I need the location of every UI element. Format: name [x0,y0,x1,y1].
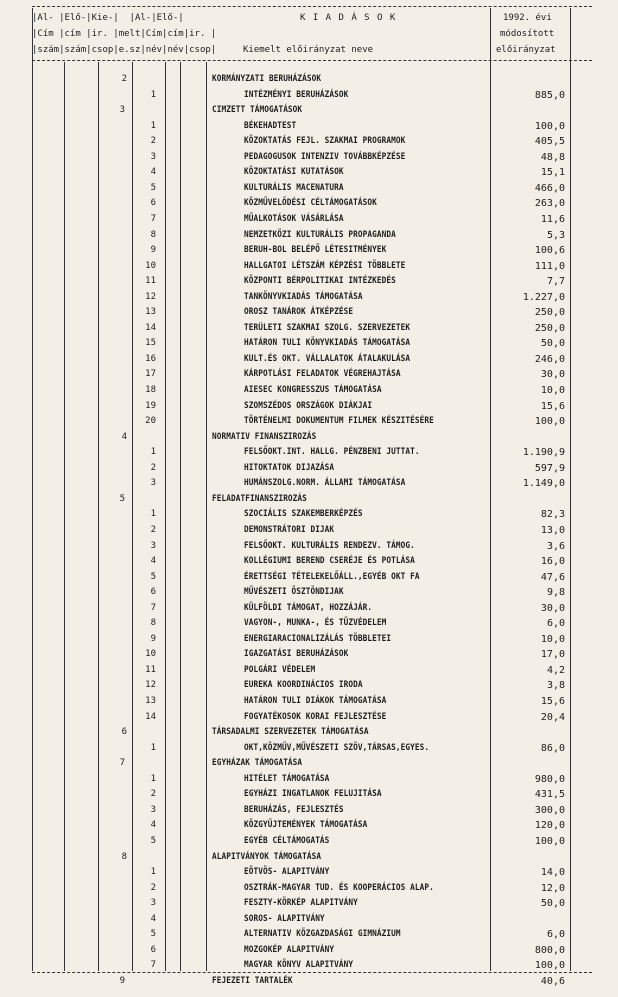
item-amount: 100,0 [534,960,565,972]
item-name: OSZTRÁK-MAGYAR TUD. ÉS KOOPERÁCIOS ALAP. [244,882,434,893]
group-number: 6 [150,944,156,955]
group-number: 1 [150,509,156,520]
item-amount: 47,6 [540,571,565,583]
alcim-number: 7 [119,758,125,769]
item-name: KÁRPOTLÁSI FELADATOK VÉGREHAJTÁSA [244,369,401,380]
item-name: MŰALKOTÁSOK VÁSÁRLÁSA [244,213,344,224]
item-name: PEDAGOGUSOK INTENZIV TOVÁBBKÉPZÉSE [244,151,406,162]
group-number: 1 [150,867,156,878]
header-separator [32,60,592,61]
alcim-number: 2 [121,74,127,84]
item-amount: 40,6 [540,975,565,987]
table-row [0,88,618,104]
table-row [0,430,618,446]
item-name: TERÜLETI SZAKMAI SZOLG. SZERVEZETEK [244,322,411,333]
table-row [0,570,618,586]
item-amount: 800,0 [534,944,565,956]
table-row [0,725,618,741]
item-name: MŰVÉSZETI ÖSZTÖNDIJAK [244,587,344,598]
table-row [0,228,618,244]
group-number: 16 [145,353,156,364]
table-row [0,958,618,974]
item-amount: 100,0 [534,835,565,847]
table-row [0,383,618,399]
table-row [0,476,618,492]
table-row [0,756,618,772]
alcim-number: 3 [119,105,125,116]
item-name: BERUHÁZÁS, FEJLESZTÉS [244,804,344,815]
group-number: 3 [150,540,156,551]
table-row [0,445,618,461]
group-number: 9 [150,245,156,256]
table-row [0,321,618,337]
item-name: EÖTVÖS- ALAPITVÁNY [244,867,330,878]
group-number: 3 [150,151,156,162]
table-row [0,539,618,555]
header-year-3: előirányzat [496,45,556,55]
table-row [0,974,618,990]
table-row [0,259,618,275]
group-number: 11 [145,664,156,675]
table-row [0,881,618,897]
table-row [0,663,618,679]
table-row [0,850,618,866]
item-name: TÁRSADALMI SZERVEZETEK TÁMOGATÁSA [212,727,369,738]
item-amount: 50,0 [540,338,565,350]
group-number: 2 [150,882,156,893]
table-row [0,274,618,290]
item-amount: 5,3 [546,229,565,241]
table-row [0,632,618,648]
item-name: FEJEZETI TARTALÉK [212,975,293,986]
group-number: 8 [150,229,156,240]
item-name: BÉKEHADTEST [244,120,297,131]
item-name: EGYHÁZI INGATLANOK FELUJITÁSA [244,789,382,800]
item-amount: 250,0 [534,307,565,319]
group-number: 15 [145,338,156,349]
table-row [0,601,618,617]
item-amount: 17,0 [540,649,565,661]
item-name: CIMZETT TÁMOGATÁSOK [212,105,303,116]
item-amount: 466,0 [534,182,565,194]
item-name: HALLGATOI LÉTSZÁM KÉPZÉSI TÖBBLETE [244,260,406,271]
item-amount: 14,0 [540,867,565,879]
header-col-line-3: |szám|szám|csop|e.sz|név|név|csop| [32,45,217,55]
item-amount: 16,0 [540,556,565,568]
item-amount: 111,0 [534,260,565,272]
group-number: 7 [150,213,156,224]
group-number: 11 [145,276,156,287]
item-name: OROSZ TANÁROK ÁTKÉPZÉSE [244,307,354,318]
group-number: 14 [145,711,156,722]
group-number: 20 [145,416,156,427]
item-amount: 48,8 [540,151,565,163]
item-name: KÖZPONTI BÉRPOLITIKAI INTÉZKEDÉS [244,276,396,287]
group-number: 4 [150,167,156,178]
table-row [0,772,618,788]
table-row [0,414,618,430]
group-number: 12 [145,291,156,302]
header-year-2: módosított [500,29,555,39]
item-amount: 10,0 [540,633,565,645]
item-name: EUREKA KOORDINÁCIOS IRODA [244,680,363,691]
group-number: 4 [150,556,156,567]
item-amount: 20,4 [540,711,565,723]
group-number: 12 [145,680,156,691]
table-row [0,943,618,959]
item-name: ENERGIARACIONALIZÁLÁS TÖBBLETEI [244,633,392,644]
alcim-number: 4 [121,431,127,442]
item-amount: 120,0 [534,820,565,832]
table-row [0,165,618,181]
table-row [0,818,618,834]
item-amount: 13,0 [540,524,565,536]
table-row [0,710,618,726]
header-year-1: 1992. évi [503,13,552,23]
table-row [0,181,618,197]
group-number: 4 [150,913,156,924]
table-row [0,507,618,523]
table-row [0,896,618,912]
item-name: FELADATFINANSZIROZÁS [212,493,307,504]
item-amount: 11,6 [540,213,565,225]
item-name: KOLLÉGIUMI BEREND CSERÉJE ÉS POTLÁSA [244,556,415,567]
table-row [0,678,618,694]
item-amount: 263,0 [534,198,565,210]
item-name: HATÁRON TULI KÖNYVKIADÁS TÁMOGATÁSA [244,338,411,349]
item-amount: 10,0 [540,385,565,396]
item-name: KÖZGYŰJTEMÉNYEK TÁMOGATÁSA [244,820,368,831]
table-row [0,150,618,166]
table-row [0,741,618,757]
item-name: FELSŐOKT. KULTURÁLIS RENDEZV. TÁMOG. [244,540,415,551]
table-row [0,103,618,119]
table-row [0,196,618,212]
item-amount: 250,0 [534,322,565,334]
table-row [0,399,618,415]
table-row [0,927,618,943]
item-amount: 431,5 [534,789,565,801]
group-number: 5 [150,929,156,940]
item-name: KULTURÁLIS MACENATURA [244,182,344,193]
table-row [0,290,618,306]
group-number: 9 [150,633,156,644]
item-name: FOGYATÉKOSOK KORAI FEJLESZTÉSE [244,711,387,722]
item-name: ÉRETTSÉGI TÉTELEKELŐÁLL.,EGYÉB OKT FA [244,571,420,582]
item-name: SZOMSZÉDOS ORSZÁGOK DIÁKJAI [244,400,373,411]
item-amount: 1.149,0 [522,478,565,490]
item-amount: 597,9 [534,462,565,474]
table-row [0,336,618,352]
item-name: KÖZOKTATÁS FEJL. SZAKMAI PROGRAMOK [244,136,406,147]
table-row [0,803,618,819]
item-name: INTÉZMÉNYI BERUHÁZÁSOK [244,89,349,100]
group-number: 1 [150,742,156,753]
group-number: 4 [150,820,156,831]
item-name: TÖRTÉNELMI DOKUMENTUM FILMEK KÉSZITÉSÉRE [244,416,434,427]
header-col-line-2: |Cím |cím |ir. |melt|Cím|cím|ir. | [32,29,217,39]
item-amount: 30,0 [540,602,565,614]
table-row [0,352,618,368]
item-amount: 1.190,9 [522,447,565,459]
item-amount: 100,0 [534,416,565,428]
item-name: SOROS- ALAPITVÁNY [244,913,325,924]
item-name: IGAZGATÁSI BERUHÁZÁSOK [244,649,349,660]
item-name: NORMATIV FINANSZIROZÁS [212,431,317,442]
group-number: 6 [150,587,156,598]
table-row [0,865,618,881]
table-row [0,367,618,383]
group-number: 13 [145,307,156,318]
group-number: 18 [145,385,156,395]
group-number: 1 [150,89,156,100]
item-amount: 6,0 [546,929,565,941]
table-row [0,243,618,259]
group-number: 10 [145,260,156,271]
item-amount: 15,1 [540,167,565,179]
item-amount: 15,6 [540,400,565,412]
item-amount: 9,8 [546,587,565,599]
alcim-number: 6 [121,727,127,738]
group-number: 8 [150,618,156,629]
group-number: 2 [150,789,156,800]
table-row [0,787,618,803]
table-row [0,212,618,228]
group-number: 1 [150,773,156,784]
item-name: MOZGOKÉP ALAPITVÁNY [244,944,335,955]
table-row [0,134,618,150]
group-number: 13 [145,696,156,706]
group-number: 3 [150,478,156,489]
group-number: 2 [150,524,156,535]
item-amount: 885,0 [534,89,565,101]
item-amount: 980,0 [534,773,565,785]
item-name: HUMÁNSZOLG.NORM. ÁLLAMI TÁMOGATÁSA [244,478,406,489]
item-name: TANKÖNYVKIADÁS TÁMOGATÁSA [244,291,363,302]
item-amount: 30,0 [540,369,565,381]
top-separator [32,6,592,7]
group-number: 5 [150,571,156,582]
item-name: BERUH-BOL BELÉPŐ LÉTESITMÉNYEK [244,245,387,256]
group-number: 2 [150,136,156,147]
group-number: 19 [145,400,156,411]
group-number: 6 [150,198,156,209]
item-name: VAGYON-, MUNKA-, ÉS TÜZVÉDELEM [244,618,387,629]
group-number: 17 [145,369,156,380]
table-row [0,694,618,710]
item-name: EGYÉB CÉLTÁMOGATÁS [244,835,330,846]
item-amount: 300,0 [534,804,565,816]
item-name: KORMÁNYZATI BERUHÁZÁSOK [212,74,322,84]
group-number: 3 [150,804,156,815]
table-row [0,616,618,632]
item-amount: 405,5 [534,136,565,148]
table-row [0,305,618,321]
item-amount: 3,6 [546,540,565,552]
item-name: AIESEC KONGRESSZUS TÁMOGATÁSA [244,385,382,395]
alcim-number: 8 [121,851,127,862]
group-number: 1 [150,447,156,458]
header-title: K I A D Á S O K [300,13,397,23]
table-row [0,912,618,928]
item-amount: 100,6 [534,245,565,257]
item-name: KÖZOKTATÁSI KUTATÁSOK [244,167,344,178]
item-name: DEMONSTRÁTORI DIJAK [244,524,335,535]
item-amount: 86,0 [540,742,565,754]
item-amount: 3,8 [546,680,565,692]
table-row [0,585,618,601]
alcim-number: 9 [119,975,125,986]
item-name: POLGÁRI VÉDELEM [244,664,316,675]
item-amount: 1.227,0 [522,291,565,303]
item-amount: 4,2 [546,664,565,676]
item-amount: 15,6 [540,696,565,707]
item-amount: 7,7 [546,276,565,288]
item-name: EGYHÁZAK TÁMOGATÁSA [212,758,303,769]
header-col-line-1: |Al- |Elő-|Kie-| |Al-|Elő-| [32,13,184,23]
item-name: FESZTY-KÖRKÉP ALAPITVÁNY [244,898,358,909]
item-name: HITÉLET TÁMOGATÁSA [244,773,330,784]
group-number: 1 [150,120,156,131]
alcim-number: 5 [119,493,125,504]
table-row [0,492,618,508]
group-number: 14 [145,322,156,333]
header-subtitle: Kiemelt előirányzat neve [243,45,374,55]
item-name: FELSŐOKT.INT. HALLG. PÉNZBENI JUTTAT. [244,447,420,458]
item-name: ALAPITVÁNYOK TÁMOGATÁSA [212,851,322,862]
group-number: 7 [150,602,156,613]
group-number: 10 [145,649,156,660]
group-number: 5 [150,182,156,193]
item-amount: 100,0 [534,120,565,132]
group-number: 5 [150,835,156,846]
item-name: NEMZETKÖZI KULTURÁLIS PROPAGANDA [244,229,396,240]
item-name: KÖZMŰVELŐDÉSI CÉLTÁMOGATÁSOK [244,198,377,209]
item-name: HITOKTATOK DIJAZÁSA [244,462,335,473]
group-number: 3 [150,898,156,909]
item-amount: 12,0 [540,882,565,894]
table-row [0,834,618,850]
item-name: MAGYAR KÖNYV ALAPITVÁNY [244,960,354,971]
item-amount: 246,0 [534,353,565,365]
table-row [0,72,618,88]
item-amount: 82,3 [540,509,565,521]
group-number: 2 [150,462,156,473]
group-number: 7 [150,960,156,971]
item-name: HATÁRON TULI DIÁKOK TÁMOGATÁSA [244,696,387,706]
item-amount: 6,0 [546,618,565,630]
table-row [0,461,618,477]
item-name: ALTERNATIV KÖZGAZDASÁGI GIMNÁZIUM [244,929,401,940]
item-name: SZOCIÁLIS SZAKEMBERKÉPZÉS [244,509,363,520]
item-name: KULT.ÉS OKT. VÁLLALATOK ÁTALAKULÁSA [244,353,411,364]
table-row [0,554,618,570]
item-name: OKT,KÖZMŰV,MŰVÉSZETI SZÖV,TÁRSAS,EGYES. [244,742,430,753]
table-row [0,523,618,539]
item-amount: 50,0 [540,898,565,910]
table-row [0,647,618,663]
item-name: KÜLFÖLDI TÁMOGAT, HOZZÁJÁR. [244,602,373,613]
table-row [0,119,618,135]
